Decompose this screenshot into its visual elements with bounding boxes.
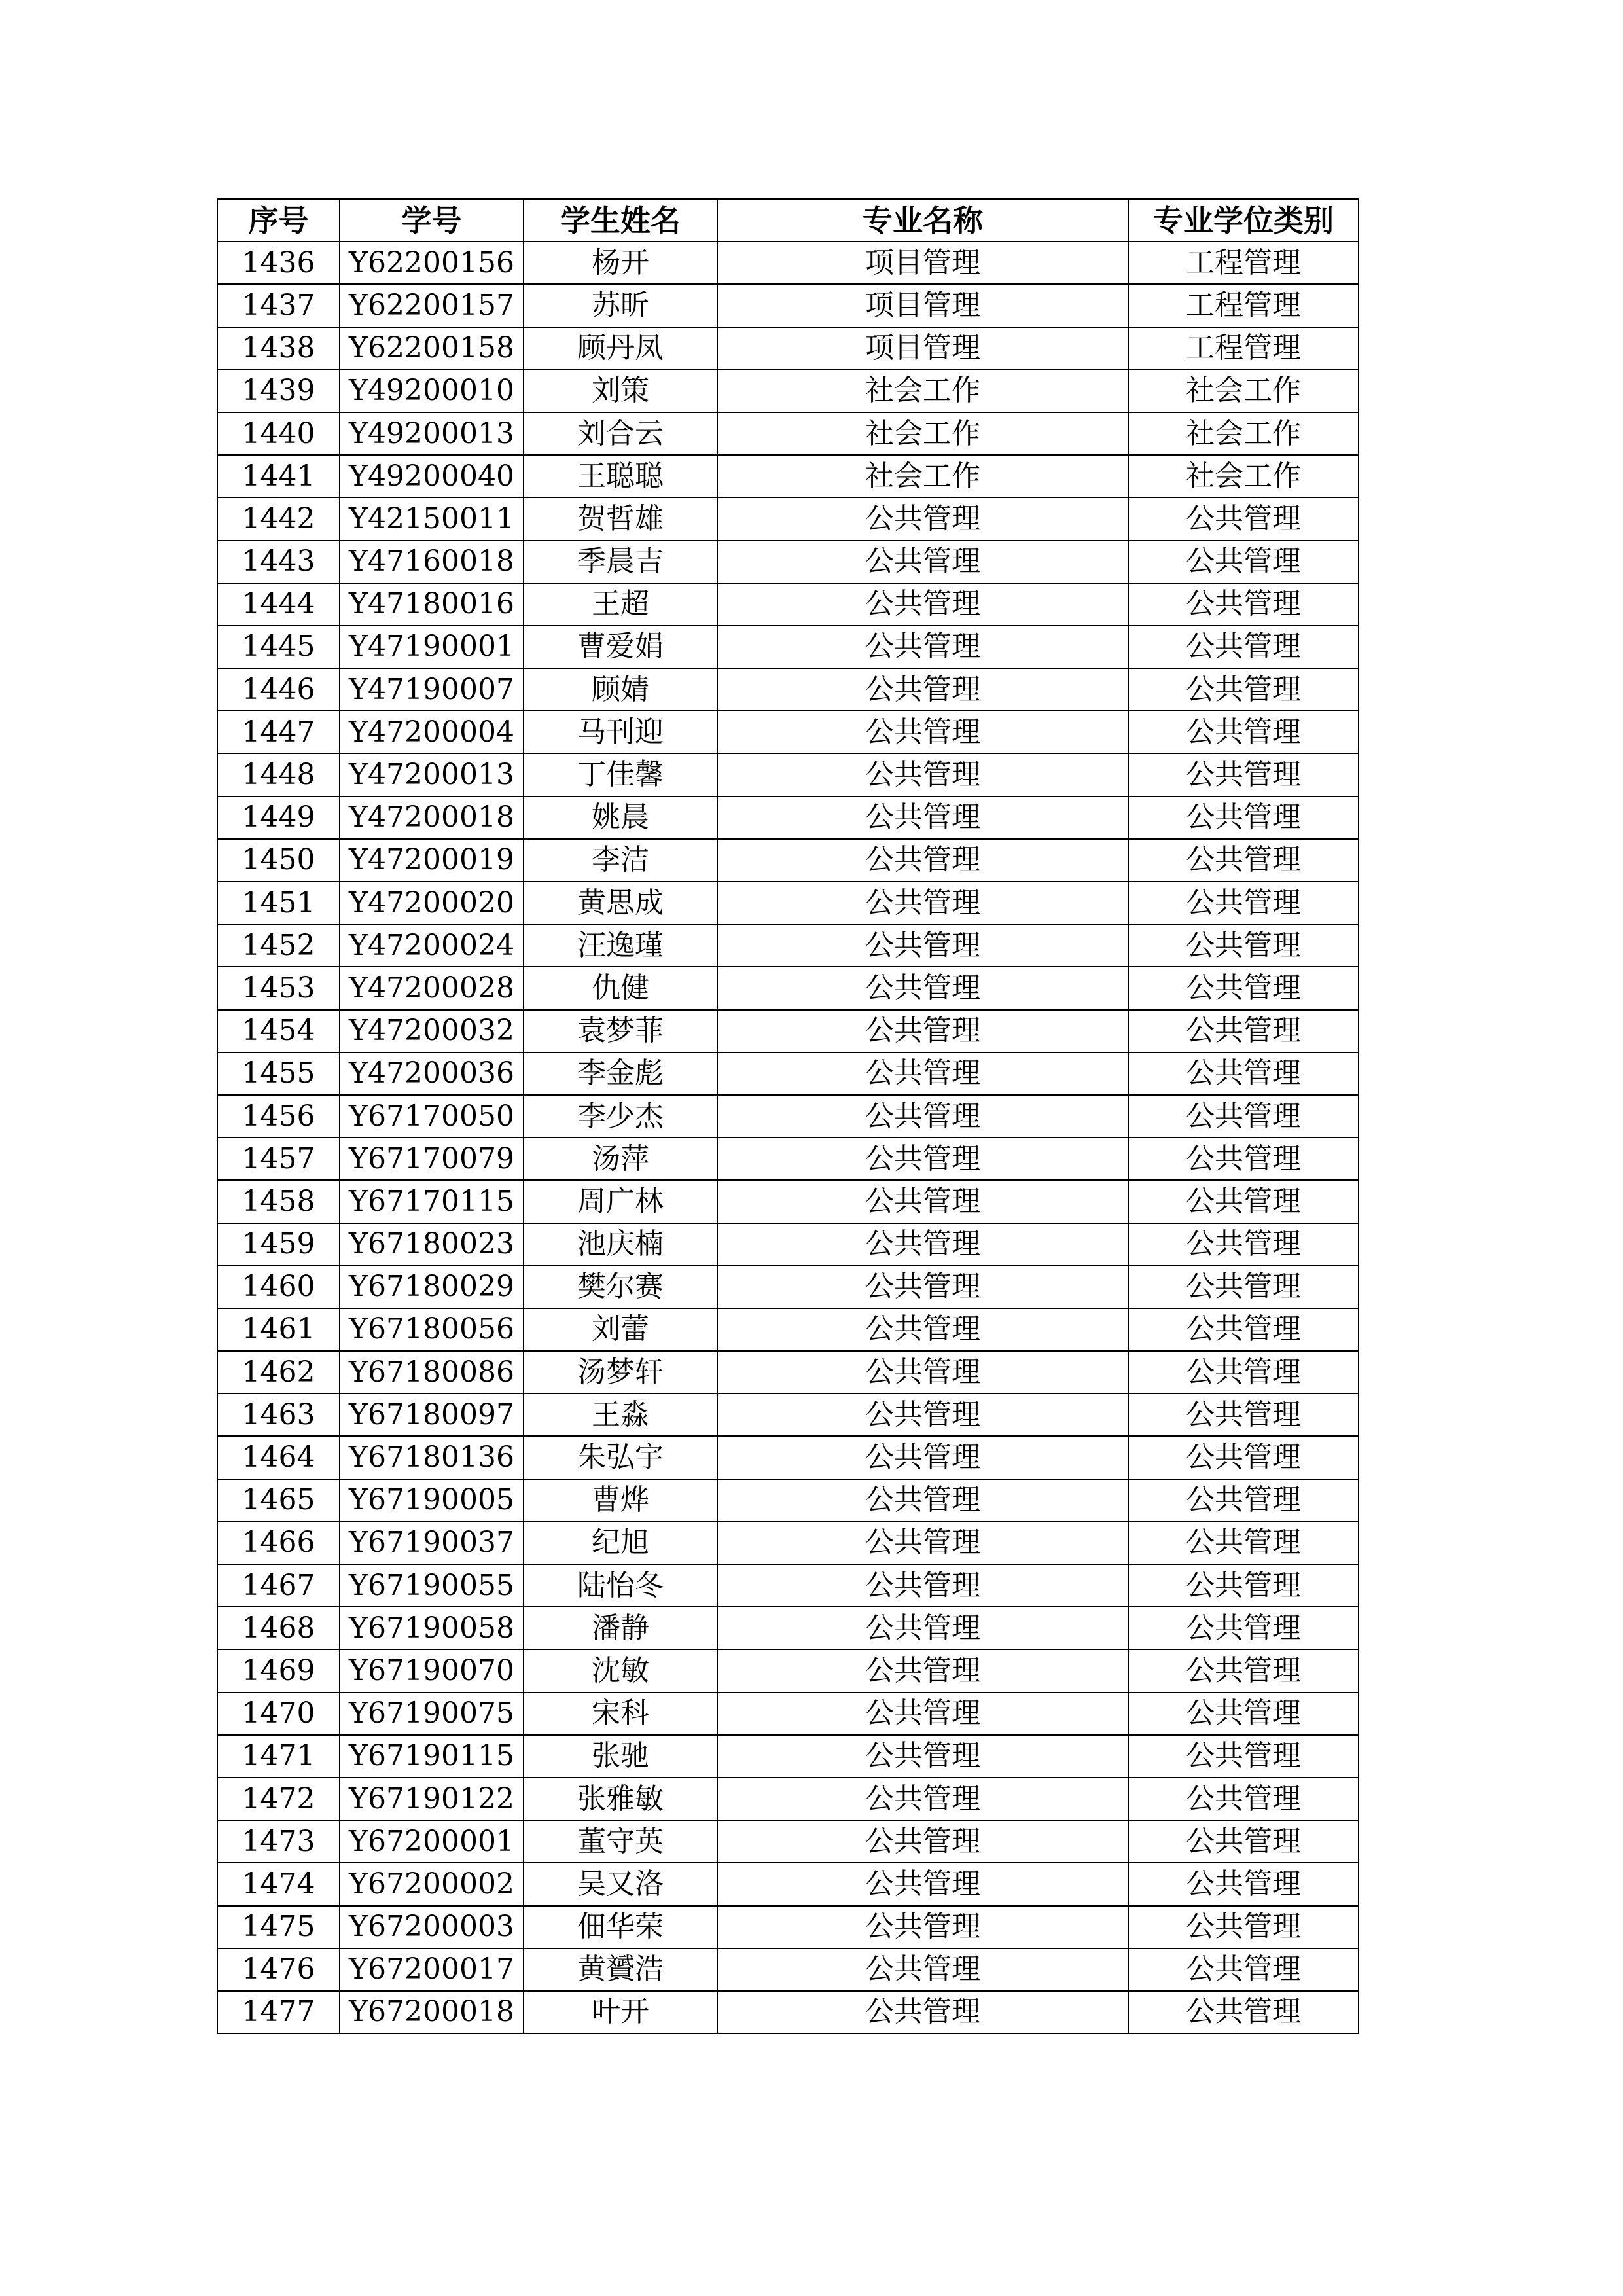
cell-student-name: 张雅敏 (524, 1778, 717, 1820)
table-row (217, 1649, 1359, 1692)
table-row (217, 1095, 1359, 1138)
table-row (217, 924, 1359, 967)
cell-student-id: Y47200024 (340, 924, 524, 967)
cell-degree-category: 公共管理 (1128, 1693, 1359, 1735)
table-row (217, 1351, 1359, 1393)
cell-student-id: Y49200040 (340, 455, 524, 497)
table-row (217, 1735, 1359, 1778)
table-row (217, 497, 1359, 540)
cell-student-name: 袁梦菲 (524, 1010, 717, 1052)
table-row (217, 1010, 1359, 1052)
cell-student-name: 黄贇浩 (524, 1948, 717, 1991)
table-row (217, 1778, 1359, 1820)
cell-index: 1450 (217, 839, 340, 882)
cell-major-name: 公共管理 (717, 1436, 1128, 1479)
cell-index: 1442 (217, 497, 340, 540)
cell-student-id: Y42150011 (340, 497, 524, 540)
cell-student-id: Y47190007 (340, 668, 524, 711)
cell-index: 1459 (217, 1223, 340, 1266)
cell-index: 1445 (217, 626, 340, 668)
cell-student-name: 董守英 (524, 1820, 717, 1863)
cell-student-name: 仇健 (524, 967, 717, 1009)
cell-student-id: Y67180029 (340, 1266, 524, 1308)
table-row (217, 412, 1359, 455)
table-row (217, 1948, 1359, 1991)
cell-index: 1468 (217, 1607, 340, 1649)
cell-degree-category: 公共管理 (1128, 924, 1359, 967)
cell-student-id: Y47200036 (340, 1052, 524, 1095)
cell-major-name: 公共管理 (717, 668, 1128, 711)
cell-student-name: 潘静 (524, 1607, 717, 1649)
table-row (217, 882, 1359, 924)
cell-major-name: 公共管理 (717, 1607, 1128, 1649)
cell-index: 1441 (217, 455, 340, 497)
cell-index: 1440 (217, 412, 340, 455)
cell-student-name: 樊尔赛 (524, 1266, 717, 1308)
cell-student-name: 刘蕾 (524, 1308, 717, 1351)
cell-degree-category: 社会工作 (1128, 455, 1359, 497)
cell-degree-category: 公共管理 (1128, 882, 1359, 924)
cell-major-name: 公共管理 (717, 1351, 1128, 1393)
cell-major-name: 公共管理 (717, 711, 1128, 753)
cell-degree-category: 公共管理 (1128, 839, 1359, 882)
cell-degree-category: 公共管理 (1128, 1906, 1359, 1948)
table-row (217, 967, 1359, 1009)
cell-degree-category: 公共管理 (1128, 1436, 1359, 1479)
cell-degree-category: 公共管理 (1128, 1564, 1359, 1607)
cell-student-id: Y67170115 (340, 1180, 524, 1223)
cell-degree-category: 社会工作 (1128, 370, 1359, 412)
cell-degree-category: 工程管理 (1128, 327, 1359, 370)
cell-degree-category: 公共管理 (1128, 1138, 1359, 1180)
cell-degree-category: 公共管理 (1128, 1607, 1359, 1649)
cell-student-name: 池庆楠 (524, 1223, 717, 1266)
cell-major-name: 公共管理 (717, 541, 1128, 583)
cell-index: 1463 (217, 1393, 340, 1436)
cell-index: 1475 (217, 1906, 340, 1948)
cell-student-name: 季晨吉 (524, 541, 717, 583)
cell-index: 1461 (217, 1308, 340, 1351)
cell-student-name: 张驰 (524, 1735, 717, 1778)
cell-student-id: Y47200004 (340, 711, 524, 753)
cell-index: 1470 (217, 1693, 340, 1735)
table-row (217, 1607, 1359, 1649)
table-row (217, 1479, 1359, 1522)
cell-degree-category: 公共管理 (1128, 797, 1359, 839)
header-student-name: 学生姓名 (524, 199, 717, 242)
cell-student-id: Y67190115 (340, 1735, 524, 1778)
cell-major-name: 公共管理 (717, 1991, 1128, 2034)
table-row (217, 1393, 1359, 1436)
table-header-row (217, 199, 1359, 242)
cell-major-name: 公共管理 (717, 753, 1128, 796)
cell-degree-category: 公共管理 (1128, 1863, 1359, 1905)
cell-degree-category: 公共管理 (1128, 626, 1359, 668)
cell-student-id: Y67190037 (340, 1522, 524, 1564)
cell-student-id: Y67190005 (340, 1479, 524, 1522)
cell-degree-category: 工程管理 (1128, 242, 1359, 284)
cell-student-id: Y47160018 (340, 541, 524, 583)
cell-student-id: Y47200032 (340, 1010, 524, 1052)
cell-student-id: Y47200020 (340, 882, 524, 924)
cell-student-name: 沈敏 (524, 1649, 717, 1692)
cell-major-name: 项目管理 (717, 284, 1128, 327)
cell-student-name: 刘合云 (524, 412, 717, 455)
cell-student-id: Y47200028 (340, 967, 524, 1009)
table-row (217, 711, 1359, 753)
cell-index: 1474 (217, 1863, 340, 1905)
table-row (217, 1820, 1359, 1863)
cell-major-name: 社会工作 (717, 412, 1128, 455)
cell-degree-category: 公共管理 (1128, 1180, 1359, 1223)
cell-index: 1462 (217, 1351, 340, 1393)
table-row (217, 370, 1359, 412)
cell-student-name: 杨开 (524, 242, 717, 284)
student-list-table (217, 198, 1359, 2034)
cell-student-name: 顾丹凤 (524, 327, 717, 370)
cell-degree-category: 公共管理 (1128, 497, 1359, 540)
cell-major-name: 公共管理 (717, 1223, 1128, 1266)
table-row (217, 1522, 1359, 1564)
cell-index: 1464 (217, 1436, 340, 1479)
cell-degree-category: 公共管理 (1128, 1266, 1359, 1308)
cell-student-name: 王淼 (524, 1393, 717, 1436)
cell-major-name: 公共管理 (717, 1948, 1128, 1991)
cell-major-name: 公共管理 (717, 1693, 1128, 1735)
table-row (217, 284, 1359, 327)
table-row (217, 1693, 1359, 1735)
table-row (217, 242, 1359, 284)
cell-index: 1449 (217, 797, 340, 839)
cell-student-name: 贺哲雄 (524, 497, 717, 540)
cell-major-name: 公共管理 (717, 1778, 1128, 1820)
cell-student-name: 王聪聪 (524, 455, 717, 497)
cell-student-id: Y67180086 (340, 1351, 524, 1393)
cell-index: 1466 (217, 1522, 340, 1564)
cell-major-name: 公共管理 (717, 1052, 1128, 1095)
table-row (217, 1564, 1359, 1607)
cell-index: 1471 (217, 1735, 340, 1778)
cell-index: 1458 (217, 1180, 340, 1223)
cell-student-id: Y67190122 (340, 1778, 524, 1820)
cell-student-name: 周广林 (524, 1180, 717, 1223)
cell-student-name: 陆怡冬 (524, 1564, 717, 1607)
cell-major-name: 公共管理 (717, 1010, 1128, 1052)
cell-student-id: Y47200013 (340, 753, 524, 796)
cell-student-id: Y67180023 (340, 1223, 524, 1266)
cell-index: 1472 (217, 1778, 340, 1820)
cell-major-name: 公共管理 (717, 626, 1128, 668)
cell-major-name: 公共管理 (717, 1266, 1128, 1308)
cell-student-name: 姚晨 (524, 797, 717, 839)
cell-student-id: Y67200018 (340, 1991, 524, 2034)
table-row (217, 797, 1359, 839)
cell-major-name: 社会工作 (717, 370, 1128, 412)
cell-student-name: 苏昕 (524, 284, 717, 327)
cell-major-name: 公共管理 (717, 882, 1128, 924)
cell-student-id: Y67200017 (340, 1948, 524, 1991)
cell-student-id: Y67200003 (340, 1906, 524, 1948)
table-row (217, 1052, 1359, 1095)
table-row (217, 1223, 1359, 1266)
cell-student-id: Y67190055 (340, 1564, 524, 1607)
cell-student-id: Y67200002 (340, 1863, 524, 1905)
cell-index: 1456 (217, 1095, 340, 1138)
cell-student-name: 汤梦轩 (524, 1351, 717, 1393)
cell-index: 1437 (217, 284, 340, 327)
cell-student-name: 王超 (524, 583, 717, 626)
table-row (217, 626, 1359, 668)
cell-student-id: Y67180097 (340, 1393, 524, 1436)
cell-index: 1467 (217, 1564, 340, 1607)
cell-index: 1451 (217, 882, 340, 924)
cell-degree-category: 公共管理 (1128, 583, 1359, 626)
cell-index: 1439 (217, 370, 340, 412)
cell-degree-category: 公共管理 (1128, 711, 1359, 753)
cell-index: 1443 (217, 541, 340, 583)
cell-student-name: 顾婧 (524, 668, 717, 711)
cell-student-name: 刘策 (524, 370, 717, 412)
cell-degree-category: 公共管理 (1128, 1351, 1359, 1393)
cell-major-name: 公共管理 (717, 1906, 1128, 1948)
cell-index: 1473 (217, 1820, 340, 1863)
table-row (217, 327, 1359, 370)
cell-student-name: 李少杰 (524, 1095, 717, 1138)
table-row (217, 1180, 1359, 1223)
cell-degree-category: 公共管理 (1128, 1010, 1359, 1052)
cell-major-name: 公共管理 (717, 1522, 1128, 1564)
cell-major-name: 公共管理 (717, 797, 1128, 839)
cell-degree-category: 社会工作 (1128, 412, 1359, 455)
table-row (217, 839, 1359, 882)
table-row (217, 1266, 1359, 1308)
cell-student-name: 黄思成 (524, 882, 717, 924)
cell-student-id: Y67190075 (340, 1693, 524, 1735)
cell-student-name: 吴又洛 (524, 1863, 717, 1905)
cell-degree-category: 公共管理 (1128, 1948, 1359, 1991)
cell-student-id: Y62200157 (340, 284, 524, 327)
cell-major-name: 公共管理 (717, 1735, 1128, 1778)
cell-index: 1454 (217, 1010, 340, 1052)
cell-student-id: Y67180136 (340, 1436, 524, 1479)
cell-student-name: 曹爱娟 (524, 626, 717, 668)
cell-major-name: 项目管理 (717, 242, 1128, 284)
cell-major-name: 公共管理 (717, 1095, 1128, 1138)
table-row (217, 1991, 1359, 2034)
table-row (217, 1138, 1359, 1180)
cell-index: 1457 (217, 1138, 340, 1180)
cell-student-id: Y67200001 (340, 1820, 524, 1863)
cell-student-name: 朱弘宇 (524, 1436, 717, 1479)
table-row (217, 1436, 1359, 1479)
cell-major-name: 公共管理 (717, 967, 1128, 1009)
cell-major-name: 公共管理 (717, 583, 1128, 626)
cell-major-name: 项目管理 (717, 327, 1128, 370)
cell-major-name: 公共管理 (717, 1308, 1128, 1351)
cell-degree-category: 公共管理 (1128, 1649, 1359, 1692)
table-row (217, 1308, 1359, 1351)
cell-major-name: 公共管理 (717, 1863, 1128, 1905)
cell-student-id: Y67170050 (340, 1095, 524, 1138)
cell-index: 1465 (217, 1479, 340, 1522)
cell-major-name: 公共管理 (717, 497, 1128, 540)
cell-student-id: Y49200010 (340, 370, 524, 412)
header-student-id: 学号 (340, 199, 524, 242)
cell-index: 1453 (217, 967, 340, 1009)
cell-major-name: 公共管理 (717, 1820, 1128, 1863)
cell-student-id: Y67190058 (340, 1607, 524, 1649)
cell-degree-category: 公共管理 (1128, 1479, 1359, 1522)
cell-student-id: Y67180056 (340, 1308, 524, 1351)
cell-degree-category: 公共管理 (1128, 1735, 1359, 1778)
cell-major-name: 公共管理 (717, 1564, 1128, 1607)
cell-degree-category: 公共管理 (1128, 541, 1359, 583)
cell-index: 1446 (217, 668, 340, 711)
cell-student-id: Y67190070 (340, 1649, 524, 1692)
cell-student-name: 曹烨 (524, 1479, 717, 1522)
cell-index: 1436 (217, 242, 340, 284)
cell-degree-category: 公共管理 (1128, 1223, 1359, 1266)
cell-major-name: 社会工作 (717, 455, 1128, 497)
cell-student-id: Y47200019 (340, 839, 524, 882)
cell-degree-category: 公共管理 (1128, 1052, 1359, 1095)
cell-student-id: Y47190001 (340, 626, 524, 668)
cell-student-name: 马刊迎 (524, 711, 717, 753)
table-row (217, 753, 1359, 796)
cell-major-name: 公共管理 (717, 839, 1128, 882)
cell-degree-category: 公共管理 (1128, 668, 1359, 711)
header-index: 序号 (217, 199, 340, 242)
cell-index: 1477 (217, 1991, 340, 2034)
cell-student-name: 佃华荣 (524, 1906, 717, 1948)
cell-degree-category: 公共管理 (1128, 1393, 1359, 1436)
cell-degree-category: 公共管理 (1128, 967, 1359, 1009)
cell-student-id: Y62200156 (340, 242, 524, 284)
header-degree-category: 专业学位类别 (1128, 199, 1359, 242)
table-row (217, 541, 1359, 583)
cell-student-id: Y47200018 (340, 797, 524, 839)
cell-degree-category: 公共管理 (1128, 753, 1359, 796)
cell-student-name: 汤萍 (524, 1138, 717, 1180)
cell-degree-category: 公共管理 (1128, 1308, 1359, 1351)
cell-student-name: 叶开 (524, 1991, 717, 2034)
cell-index: 1476 (217, 1948, 340, 1991)
cell-student-name: 李洁 (524, 839, 717, 882)
cell-student-name: 宋科 (524, 1693, 717, 1735)
cell-degree-category: 公共管理 (1128, 1778, 1359, 1820)
table-body (217, 242, 1359, 2034)
cell-student-id: Y62200158 (340, 327, 524, 370)
cell-major-name: 公共管理 (717, 924, 1128, 967)
cell-major-name: 公共管理 (717, 1393, 1128, 1436)
cell-index: 1460 (217, 1266, 340, 1308)
cell-major-name: 公共管理 (717, 1649, 1128, 1692)
cell-student-id: Y49200013 (340, 412, 524, 455)
table-row (217, 1863, 1359, 1905)
cell-index: 1444 (217, 583, 340, 626)
cell-degree-category: 公共管理 (1128, 1522, 1359, 1564)
cell-degree-category: 公共管理 (1128, 1991, 1359, 2034)
cell-degree-category: 工程管理 (1128, 284, 1359, 327)
cell-student-name: 汪逸瑾 (524, 924, 717, 967)
cell-student-name: 丁佳馨 (524, 753, 717, 796)
cell-index: 1469 (217, 1649, 340, 1692)
cell-student-id: Y47180016 (340, 583, 524, 626)
cell-student-name: 李金彪 (524, 1052, 717, 1095)
cell-index: 1447 (217, 711, 340, 753)
cell-index: 1455 (217, 1052, 340, 1095)
cell-major-name: 公共管理 (717, 1180, 1128, 1223)
table-row (217, 668, 1359, 711)
cell-student-name: 纪旭 (524, 1522, 717, 1564)
cell-major-name: 公共管理 (717, 1138, 1128, 1180)
cell-index: 1452 (217, 924, 340, 967)
cell-index: 1438 (217, 327, 340, 370)
cell-index: 1448 (217, 753, 340, 796)
table-row (217, 455, 1359, 497)
cell-student-id: Y67170079 (340, 1138, 524, 1180)
cell-major-name: 公共管理 (717, 1479, 1128, 1522)
table-row (217, 1906, 1359, 1948)
table-row (217, 583, 1359, 626)
header-major-name: 专业名称 (717, 199, 1128, 242)
cell-degree-category: 公共管理 (1128, 1095, 1359, 1138)
cell-degree-category: 公共管理 (1128, 1820, 1359, 1863)
